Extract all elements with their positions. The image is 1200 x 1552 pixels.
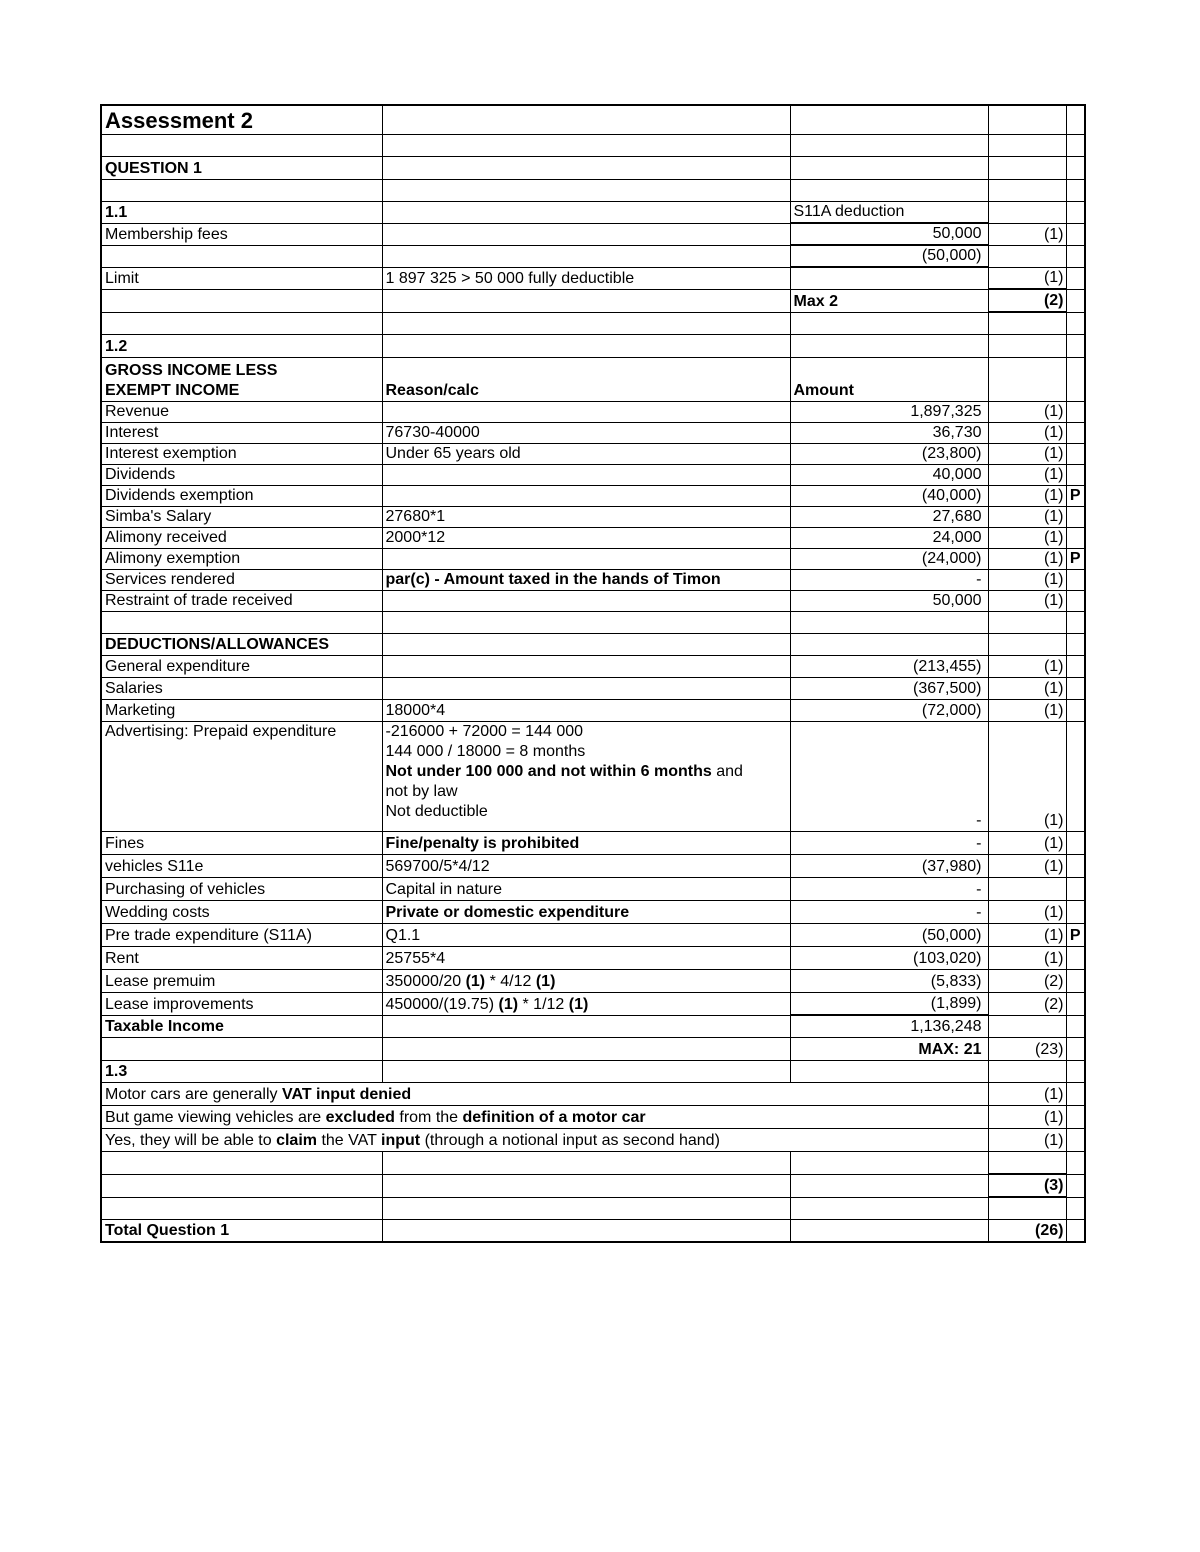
gross-income-heading: GROSS INCOME LESS EXEMPT INCOME [101,357,382,401]
income-calc: Under 65 years old [382,443,790,464]
lease-premium-mark: (2) [988,969,1066,992]
income-mark: (1) [988,590,1066,611]
income-row [101,422,1085,443]
income-row [101,506,1085,527]
income-label: Interest exemption [101,443,382,464]
s11-max-label: Max 2 [790,289,988,312]
deduction-label: Wedding costs [101,900,382,923]
total-question-label: Total Question 1 [101,1219,382,1242]
deduction-calc: 569700/5*4/12 [382,854,790,877]
deduction-flag: P [1066,923,1085,946]
deduction-flag [1066,655,1085,677]
income-label: Dividends [101,464,382,485]
income-amount: 24,000 [790,527,988,548]
income-calc [382,401,790,422]
deduction-label: Marketing [101,699,382,721]
income-calc: par(c) - Amount taxed in the hands of Timon [382,569,790,590]
income-label: Revenue [101,401,382,422]
income-mark: (1) [988,422,1066,443]
deduction-label: vehicles S11e [101,854,382,877]
income-row [101,569,1085,590]
membership-amount: 50,000 [790,223,988,245]
lease-improvements-calc: 450000/(19.75) (1) * 1/12 (1) [382,992,790,1015]
deduction-rows-a [101,655,1085,721]
lease-improvements-label: Lease improvements [101,992,382,1015]
deduction-row [101,699,1085,721]
income-amount: (23,800) [790,443,988,464]
deduction-row [101,677,1085,699]
lease-premium-calc: 350000/20 (1) * 4/12 (1) [382,969,790,992]
income-amount: (24,000) [790,548,988,569]
income-mark: (1) [988,548,1066,569]
deduction-mark [988,877,1066,900]
deduction-flag [1066,946,1085,969]
income-flag [1066,590,1085,611]
taxable-income-amount: 1,136,248 [790,1015,988,1037]
income-row [101,590,1085,611]
income-calc [382,464,790,485]
income-amount: 40,000 [790,464,988,485]
income-row [101,401,1085,422]
lease-improvements-mark: (2) [988,992,1066,1015]
vat-line-2-mark: (1) [988,1105,1066,1128]
membership-mark: (1) [988,223,1066,245]
deduction-amount: - [790,877,988,900]
s11-max-mark: (2) [988,289,1066,312]
deduction-mark: (1) [988,677,1066,699]
income-row [101,485,1085,506]
deduction-calc: Q1.1 [382,923,790,946]
income-amount: 27,680 [790,506,988,527]
deduction-mark: (1) [988,900,1066,923]
deduction-calc [382,677,790,699]
income-amount: 50,000 [790,590,988,611]
vat-line-1: Motor cars are generally VAT input denied [101,1082,988,1105]
vat-line-3-mark: (1) [988,1128,1066,1151]
deduction-calc [382,655,790,677]
income-label: Interest [101,422,382,443]
question-heading: QUESTION 1 [101,156,382,179]
income-flag [1066,569,1085,590]
income-flag: P [1066,485,1085,506]
income-row [101,443,1085,464]
deduction-label: Salaries [101,677,382,699]
income-calc: 27680*1 [382,506,790,527]
membership-label: Membership fees [101,223,382,245]
deduction-mark: (1) [988,655,1066,677]
income-label: Restraint of trade received [101,590,382,611]
lease-premium-amount: (5,833) [790,969,988,992]
vat-line-2: But game viewing vehicles are excluded from the definition of a motor car [101,1105,988,1128]
deduction-amount: (213,455) [790,655,988,677]
income-rows [101,401,1085,611]
income-flag [1066,422,1085,443]
income-mark: (1) [988,443,1066,464]
income-mark: (1) [988,527,1066,548]
deduction-flag [1066,677,1085,699]
income-label: Dividends exemption [101,485,382,506]
deduction-row [101,900,1085,923]
deductions-heading: DEDUCTIONS/ALLOWANCES [101,633,382,655]
s11a-deduction-header: S11A deduction [790,201,988,223]
income-mark: (1) [988,485,1066,506]
deduction-label: Rent [101,946,382,969]
income-amount: 36,730 [790,422,988,443]
income-flag [1066,401,1085,422]
deduction-flag [1066,900,1085,923]
deduction-row [101,831,1085,854]
s12-max-label: MAX: 21 [790,1037,988,1060]
deduction-row [101,655,1085,677]
total-question-mark: (26) [988,1219,1066,1242]
income-label: Alimony exemption [101,548,382,569]
deduction-calc: 25755*4 [382,946,790,969]
offset-amount: (50,000) [790,245,988,267]
income-calc [382,548,790,569]
income-calc: 2000*12 [382,527,790,548]
income-row [101,527,1085,548]
income-amount: (40,000) [790,485,988,506]
deduction-amount: (72,000) [790,699,988,721]
deduction-label: Pre trade expenditure (S11A) [101,923,382,946]
sheet-title: Assessment 2 [101,105,382,134]
deduction-flag [1066,877,1085,900]
income-calc: 76730-40000 [382,422,790,443]
advertising-mark: (1) [988,721,1066,831]
income-mark: (1) [988,506,1066,527]
deduction-label: Purchasing of vehicles [101,877,382,900]
deduction-mark: (1) [988,923,1066,946]
reason-calc-header: Reason/calc [382,357,790,401]
advertising-calc: -216000 + 72000 = 144 000 144 000 / 18000 = 8 months Not under 100 000 and not within 6 months and not by law Not deductible [382,721,790,831]
deduction-mark: (1) [988,831,1066,854]
advertising-label: Advertising: Prepaid expenditure [101,721,382,831]
income-label: Services rendered [101,569,382,590]
amount-header: Amount [790,357,988,401]
deduction-label: General expenditure [101,655,382,677]
deduction-row [101,923,1085,946]
advertising-amount: - [790,721,988,831]
limit-mark: (1) [988,267,1066,289]
taxable-income-label: Taxable Income [101,1015,382,1037]
section-1-1: 1.1 [101,201,382,223]
income-amount: - [790,569,988,590]
income-calc [382,590,790,611]
deduction-amount: (103,020) [790,946,988,969]
income-flag [1066,443,1085,464]
section-1-3: 1.3 [101,1060,382,1082]
deduction-flag [1066,854,1085,877]
income-calc [382,485,790,506]
income-flag [1066,506,1085,527]
income-flag [1066,464,1085,485]
income-mark: (1) [988,569,1066,590]
deduction-mark: (1) [988,699,1066,721]
limit-calc: 1 897 325 > 50 000 fully deductible [382,267,790,289]
deduction-rows-b [101,831,1085,969]
deduction-flag [1066,831,1085,854]
deduction-label: Fines [101,831,382,854]
deduction-calc: Fine/penalty is prohibited [382,831,790,854]
income-flag: P [1066,548,1085,569]
limit-label: Limit [101,267,382,289]
assessment-sheet [100,104,1086,1243]
deduction-flag [1066,699,1085,721]
income-label: Alimony received [101,527,382,548]
section-1-2: 1.2 [101,334,382,357]
deduction-mark: (1) [988,854,1066,877]
lease-premium-label: Lease premuim [101,969,382,992]
deduction-amount: - [790,900,988,923]
income-row [101,548,1085,569]
s12-max-mark: (23) [988,1037,1066,1060]
deduction-row [101,854,1085,877]
income-mark: (1) [988,464,1066,485]
income-mark: (1) [988,401,1066,422]
deduction-row [101,946,1085,969]
deduction-amount: (50,000) [790,923,988,946]
deduction-calc: 18000*4 [382,699,790,721]
vat-line-1-mark: (1) [988,1082,1066,1105]
deduction-calc: Capital in nature [382,877,790,900]
deduction-calc: Private or domestic expenditure [382,900,790,923]
lease-improvements-amount: (1,899) [790,992,988,1015]
deduction-amount: - [790,831,988,854]
deduction-row [101,877,1085,900]
income-amount: 1,897,325 [790,401,988,422]
deduction-mark: (1) [988,946,1066,969]
deduction-amount: (37,980) [790,854,988,877]
income-label: Simba's Salary [101,506,382,527]
s13-subtotal-mark: (3) [988,1174,1066,1197]
income-row [101,464,1085,485]
vat-line-3: Yes, they will be able to claim the VAT input (through a notional input as second hand) [101,1128,988,1151]
deduction-amount: (367,500) [790,677,988,699]
income-flag [1066,527,1085,548]
